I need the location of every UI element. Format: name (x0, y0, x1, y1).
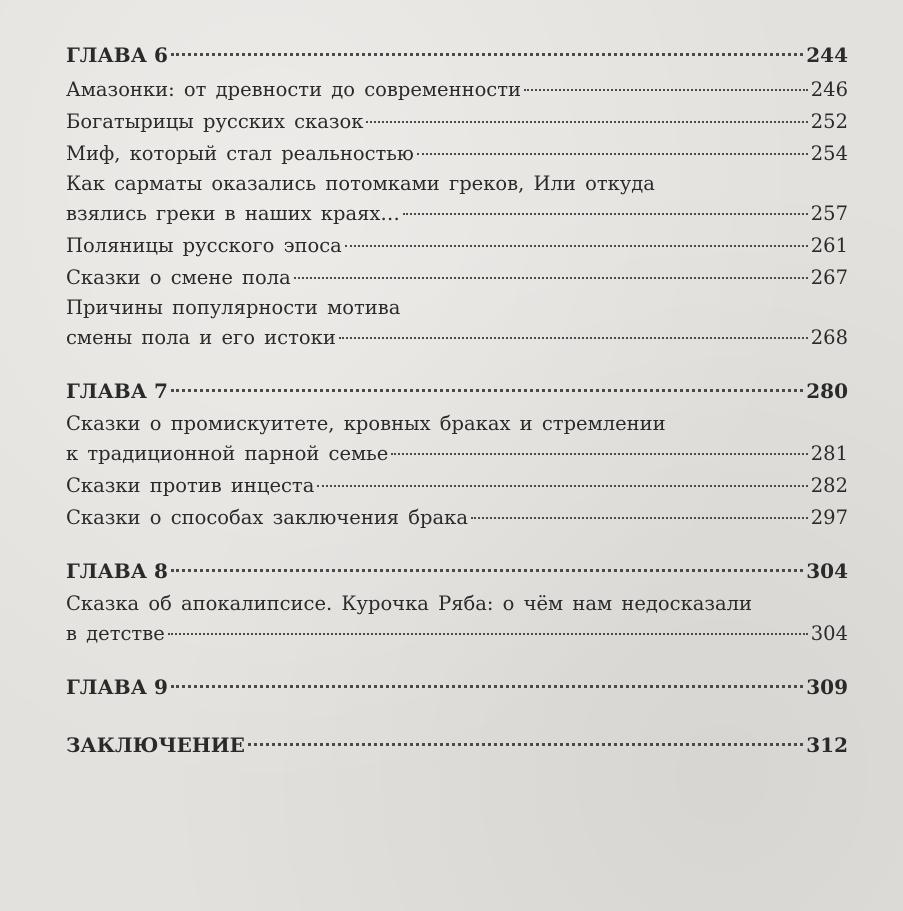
table-of-contents (66, 40, 848, 760)
dot-leader (524, 89, 808, 91)
dot-leader (391, 453, 807, 455)
toc-entry (66, 502, 848, 534)
entry-title: Миф, который стал реальностью (66, 142, 414, 165)
entry-page-number: 297 (810, 506, 848, 529)
toc-entry (66, 230, 848, 262)
toc-entry (66, 74, 848, 106)
dot-leader (171, 569, 803, 572)
entry-page-number: 282 (810, 474, 848, 497)
dot-leader (339, 337, 808, 339)
entry-title-line: Сказка об апокалипсисе. Курочка Ряба: о чём нам недосказали (66, 592, 753, 615)
entry-title: взялись греки в наших краях… (66, 202, 400, 225)
dot-leader (471, 517, 808, 519)
dot-leader (171, 53, 803, 56)
entry-page-number: 268 (810, 326, 848, 349)
entry-title: Сказки против инцеста (66, 474, 315, 497)
toc-entry (66, 262, 848, 294)
entry-page-number: 254 (810, 142, 848, 165)
entry-title: к традиционной парной семье (66, 442, 389, 465)
toc-chapter-8 (66, 556, 848, 586)
toc-chapter-9 (66, 672, 848, 702)
dot-leader (366, 121, 807, 123)
dot-leader (294, 277, 808, 279)
toc-chapter-6 (66, 40, 848, 70)
entry-page-number: 281 (810, 442, 848, 465)
entry-title-line: Как сарматы оказались потомками греков, Или откуда (66, 172, 655, 195)
toc-entry (66, 106, 848, 138)
entry-page-number: 267 (810, 266, 848, 289)
toc-entry (66, 294, 848, 354)
chapter-page-number: 244 (806, 43, 848, 67)
entry-title: Сказки о смене пола (66, 266, 291, 289)
entry-title: Амазонки: от древности до современности (66, 78, 522, 101)
toc-entry (66, 590, 848, 650)
chapter-title: ГЛАВА 9 (66, 675, 168, 699)
chapter-title: ГЛАВА 7 (66, 379, 168, 403)
dot-leader (317, 485, 807, 487)
entry-page-number: 261 (810, 234, 848, 257)
toc-entry (66, 138, 848, 170)
entry-title-line: Причины популярности мотива (66, 296, 401, 319)
chapter-page-number: 312 (806, 733, 848, 757)
toc-entry (66, 170, 848, 230)
chapter-page-number: 304 (806, 559, 848, 583)
entry-title: смены пола и его истоки (66, 326, 336, 349)
entry-page-number: 246 (810, 78, 848, 101)
toc-conclusion (66, 730, 848, 760)
chapter-page-number: 309 (806, 675, 848, 699)
toc-entry (66, 470, 848, 502)
chapter-title: ЗАКЛЮЧЕНИЕ (66, 733, 245, 757)
chapter-page-number: 280 (806, 379, 848, 403)
dot-leader (345, 245, 808, 247)
dot-leader (403, 213, 808, 215)
dot-leader (417, 153, 808, 155)
dot-leader (171, 685, 803, 688)
entry-title: Поляницы русского эпоса (66, 234, 342, 257)
toc-entry (66, 410, 848, 470)
entry-title-line: Сказки о промискуитете, кровных браках и стремлении (66, 412, 666, 435)
entry-page-number: 304 (810, 622, 848, 645)
entry-page-number: 257 (810, 202, 848, 225)
entry-title: Сказки о способах заключения брака (66, 506, 468, 529)
entry-page-number: 252 (810, 110, 848, 133)
chapter-title: ГЛАВА 8 (66, 559, 168, 583)
dot-leader (248, 743, 803, 746)
dot-leader (168, 633, 808, 635)
dot-leader (171, 389, 803, 392)
toc-chapter-7 (66, 376, 848, 406)
chapter-title: ГЛАВА 6 (66, 43, 168, 67)
entry-title: Богатырицы русских сказок (66, 110, 364, 133)
entry-title: в детстве (66, 622, 165, 645)
